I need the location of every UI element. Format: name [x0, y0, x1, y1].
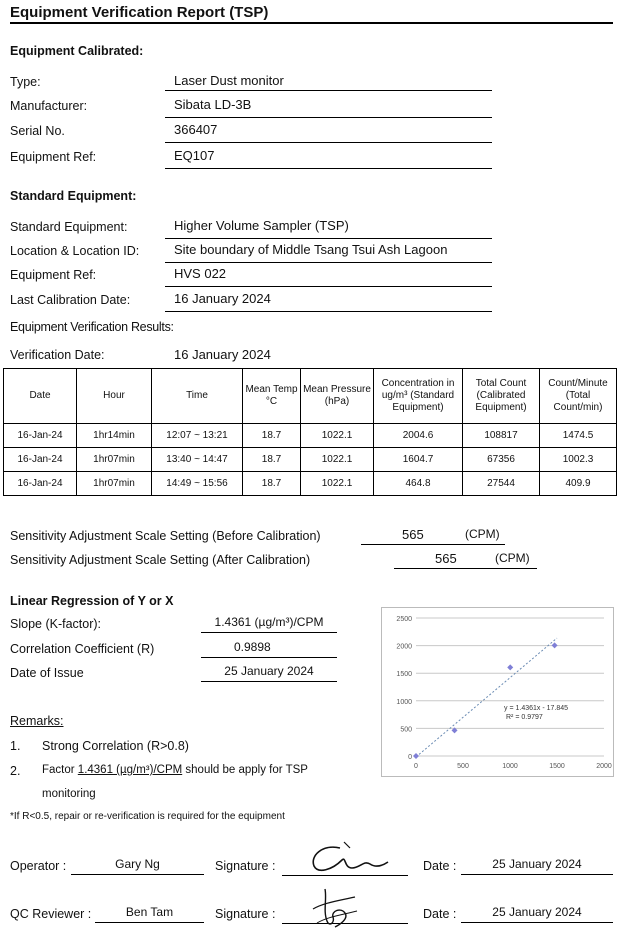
cell: 18.7	[243, 424, 301, 448]
slope-value: 1.4361 (µg/m³)/CPM	[201, 615, 337, 633]
x-tick-label: 0	[414, 763, 418, 770]
operator-label: Operator :	[10, 859, 67, 873]
x-tick-label: 1500	[549, 763, 565, 770]
equipment-ref-label: Equipment Ref:	[10, 150, 97, 164]
title-rule	[10, 22, 613, 24]
last-calibration-label: Last Calibration Date:	[10, 293, 131, 307]
col-concentration: Concentration in ug/m³ (Standard Equipment)	[374, 369, 463, 424]
correlation-label: Correlation Coefficient (R)	[10, 642, 155, 656]
verification-date-value: 16 January 2024	[174, 347, 271, 362]
qc-date: 25 January 2024	[461, 905, 613, 923]
sensitivity-after-value: 565	[435, 551, 457, 566]
equation-label: y = 1.4361x - 17.845	[504, 705, 569, 712]
cell: 12:07 ~ 13:21	[152, 424, 243, 448]
cell: 18.7	[243, 448, 301, 472]
remark-2-line2: monitoring	[42, 788, 96, 800]
results-heading: Equipment Verification Results:	[10, 320, 174, 334]
remark-2-factor: 1.4361 (µg/m³)/CPM	[77, 764, 183, 776]
regression-heading: Linear Regression of Y or X	[10, 594, 174, 608]
qc-signature-label: Signature :	[215, 907, 276, 921]
trendline	[416, 638, 557, 757]
remark-2-text	[42, 764, 308, 776]
equipment-ref-value: EQ107	[165, 148, 492, 169]
operator-signature-label: Signature :	[215, 859, 276, 873]
remark-1-text: Strong Correlation (R>0.8)	[42, 739, 189, 753]
y-tick-label: 1500	[396, 671, 412, 679]
cell: 1hr07min	[77, 448, 152, 472]
cell: 16-Jan-24	[4, 424, 77, 448]
cell: 1474.5	[540, 424, 617, 448]
y-tick-label: 2000	[396, 643, 412, 651]
location-value: Site boundary of Middle Tsang Tsui Ash Lagoon	[165, 242, 492, 263]
cell: 16-Jan-24	[4, 472, 77, 496]
cell: 67356	[463, 448, 540, 472]
sensitivity-before-unit: (CPM)	[465, 527, 500, 541]
cell: 18.7	[243, 472, 301, 496]
data-point	[507, 664, 513, 670]
col-time: Time	[152, 369, 243, 424]
type-value: Laser Dust monitor	[165, 73, 492, 91]
qc-date-label: Date :	[423, 907, 457, 921]
correlation-value: 0.9898	[201, 640, 337, 658]
standard-heading: Standard Equipment:	[10, 189, 137, 203]
remarks-heading: Remarks:	[10, 714, 64, 728]
y-tick-label: 500	[400, 726, 412, 734]
remark-2-post: should be apply for TSP	[185, 764, 308, 776]
x-tick-label: 2000	[596, 763, 612, 770]
qc-label: QC Reviewer :	[10, 907, 92, 921]
sensitivity-before-field	[361, 527, 505, 545]
location-label: Location & Location ID:	[10, 244, 140, 258]
cell: 1022.1	[301, 424, 374, 448]
issue-value: 25 January 2024	[201, 664, 337, 682]
remark-2-pre: Factor	[42, 764, 75, 776]
std-equipment-ref-value: HVS 022	[165, 266, 492, 287]
cell: 464.8	[374, 472, 463, 496]
cell: 1hr14min	[77, 424, 152, 448]
sensitivity-after-unit: (CPM)	[495, 551, 530, 565]
serial-label: Serial No.	[10, 124, 65, 138]
verification-table	[3, 368, 617, 496]
cell: 1022.1	[301, 448, 374, 472]
issue-label: Date of Issue	[10, 666, 84, 680]
col-date: Date	[4, 369, 77, 424]
table-row	[4, 448, 617, 472]
qc-name: Ben Tam	[95, 905, 204, 923]
slope-label: Slope (K-factor):	[10, 617, 102, 631]
r-squared-label: R² = 0.9797	[506, 714, 543, 721]
operator-date: 25 January 2024	[461, 857, 613, 875]
cell: 1hr07min	[77, 472, 152, 496]
manufacturer-value: Sibata LD-3B	[165, 97, 492, 118]
cell: 2004.6	[374, 424, 463, 448]
col-count-minute: Count/Minute (Total Count/min)	[540, 369, 617, 424]
sensitivity-before-label: Sensitivity Adjustment Scale Setting (Before Calibration)	[10, 529, 321, 543]
standard-equipment-label: Standard Equipment:	[10, 220, 128, 234]
cell: 27544	[463, 472, 540, 496]
operator-name: Gary Ng	[71, 857, 204, 875]
operator-signature	[300, 834, 390, 876]
col-total-count: Total Count (Calibrated Equipment)	[463, 369, 540, 424]
cell: 13:40 ~ 14:47	[152, 448, 243, 472]
x-tick-label: 500	[457, 763, 469, 770]
table-row	[4, 472, 617, 496]
operator-date-label: Date :	[423, 859, 457, 873]
cell: 108817	[463, 424, 540, 448]
remark-1-number: 1.	[10, 739, 21, 753]
type-label: Type:	[10, 75, 41, 89]
remark-2-number: 2.	[10, 764, 21, 778]
data-point	[552, 642, 558, 648]
y-tick-label: 1000	[396, 698, 412, 706]
regression-chart	[381, 607, 614, 777]
cell: 1002.3	[540, 448, 617, 472]
col-hour: Hour	[77, 369, 152, 424]
serial-value: 366407	[165, 122, 492, 143]
qc-signature	[305, 883, 365, 935]
calibrated-heading: Equipment Calibrated:	[10, 44, 144, 58]
cell: 1604.7	[374, 448, 463, 472]
sensitivity-after-field	[394, 551, 537, 569]
std-equipment-ref-label: Equipment Ref:	[10, 268, 97, 282]
data-point-origin	[413, 753, 419, 759]
col-mean-pressure: Mean Pressure (hPa)	[301, 369, 374, 424]
remark-note: *If R<0.5, repair or re-verification is required for the equipment	[10, 811, 285, 822]
cell: 14:49 ~ 15:56	[152, 472, 243, 496]
standard-equipment-value: Higher Volume Sampler (TSP)	[165, 218, 492, 239]
sensitivity-before-value: 565	[402, 527, 424, 542]
last-calibration-value: 16 January 2024	[165, 291, 492, 312]
col-mean-temp: Mean Temp °C	[243, 369, 301, 424]
table-row	[4, 424, 617, 448]
cell: 16-Jan-24	[4, 448, 77, 472]
x-tick-label: 1000	[502, 763, 518, 770]
y-tick-label: 0	[408, 754, 412, 761]
cell: 409.9	[540, 472, 617, 496]
report-title: Equipment Verification Report (TSP)	[10, 4, 269, 21]
sensitivity-after-label: Sensitivity Adjustment Scale Setting (After Calibration)	[10, 553, 311, 567]
manufacturer-label: Manufacturer:	[10, 99, 88, 113]
cell: 1022.1	[301, 472, 374, 496]
table-header-row	[4, 369, 617, 424]
regression-chart-svg	[382, 608, 613, 776]
y-tick-label: 2500	[396, 616, 412, 623]
verification-date-label: Verification Date:	[10, 348, 105, 362]
